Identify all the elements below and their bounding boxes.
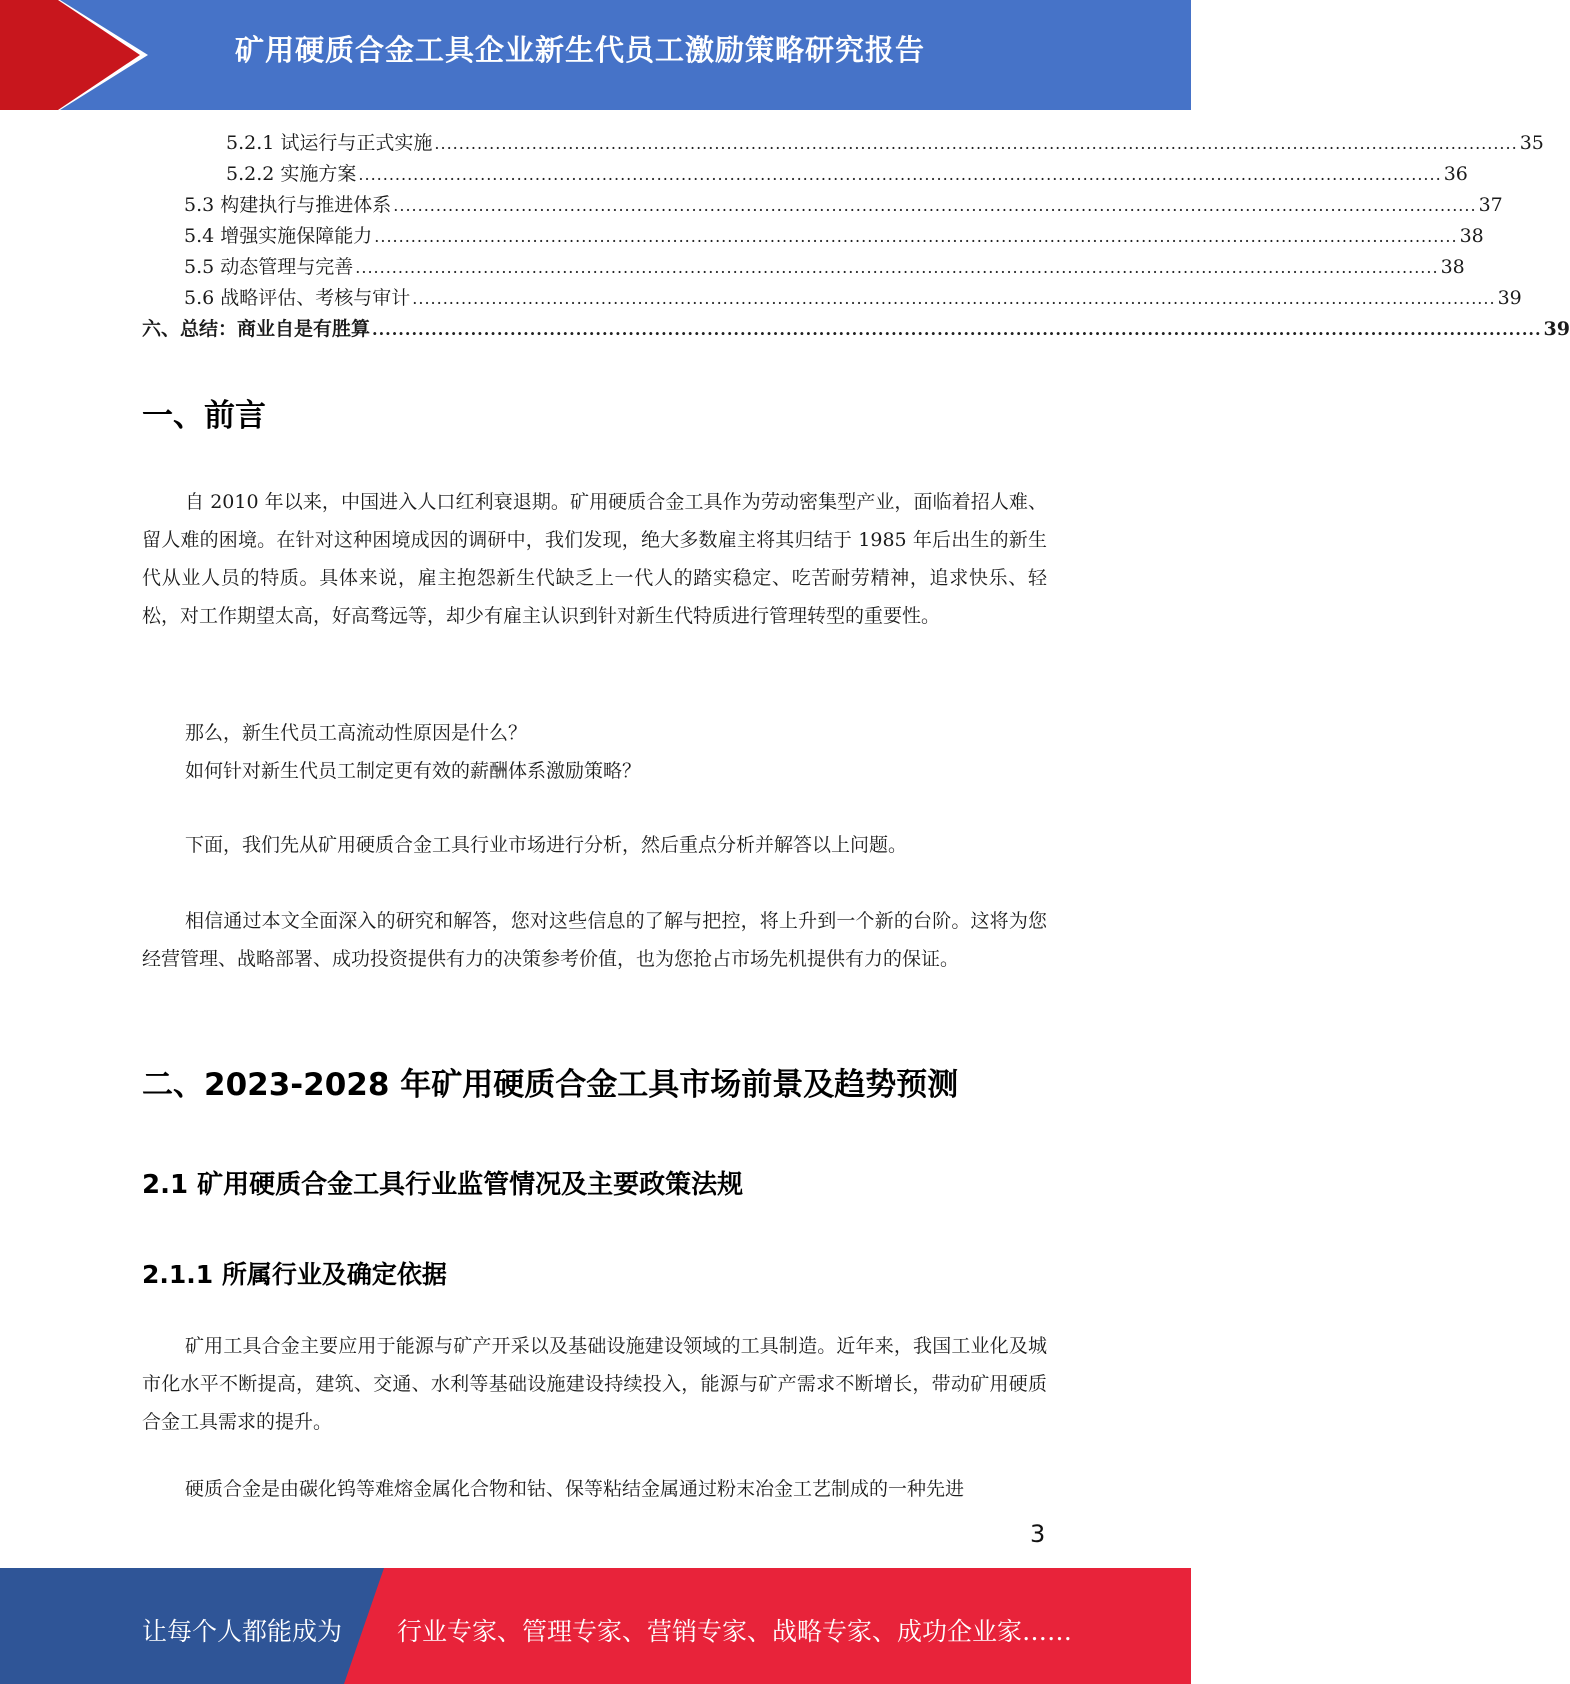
subsubsection-heading: 2.1.1 所属行业及确定依据 xyxy=(142,1260,447,1289)
section-heading: 二、2023-2028 年矿用硬质合金工具市场前景及趋势预测 xyxy=(142,1067,959,1103)
toc-entry-page: 37 xyxy=(1478,194,1503,216)
toc-entry[interactable] xyxy=(142,314,1570,344)
toc-entry-title: 5.4 增强实施保障能力 xyxy=(184,225,373,247)
toc-entry[interactable] xyxy=(184,190,1503,220)
toc-entry-title: 5.6 战略评估、考核与审计 xyxy=(184,287,411,309)
toc-leader-dots: .................................................................................................................................................................................. xyxy=(374,227,1458,246)
question-line: 那么，新生代员工高流动性原因是什么？ xyxy=(185,722,528,744)
toc-entry[interactable] xyxy=(226,128,1544,158)
footer-slogan-right: 行业专家、管理专家、营销专家、战略专家、成功企业家…… xyxy=(397,1617,1073,1646)
toc-entry[interactable] xyxy=(184,221,1484,251)
body-paragraph: 矿用工具合金主要应用于能源与矿产开采以及基础设施建设领域的工具制造。近年来，我国工业化及城市化水平不断提高，建筑、交通、水利等基础设施建设持续投入，能源与矿产需求不断增长，带动矿用硬质合金工具需求的提升。 xyxy=(142,1335,1047,1433)
toc-entry-page: 36 xyxy=(1443,163,1468,185)
toc-entry-page: 39 xyxy=(1497,287,1522,309)
body-paragraph: 下面，我们先从矿用硬质合金工具行业市场进行分析，然后重点分析并解答以上问题。 xyxy=(185,834,908,856)
toc-entry-title: 5.2.1 试运行与正式实施 xyxy=(226,132,433,154)
question-line: 如何针对新生代员工制定更有效的薪酬体系激励策略？ xyxy=(185,760,642,782)
toc-entry-page: 38 xyxy=(1440,256,1465,278)
toc-leader-dots: .................................................................................................................................................................................. xyxy=(393,196,1477,215)
page-footer xyxy=(0,1568,1191,1684)
subsection-heading: 2.1 矿用硬质合金工具行业监管情况及主要政策法规 xyxy=(142,1170,744,1200)
body-paragraph: 相信通过本文全面深入的研究和解答，您对这些信息的了解与把控，将上升到一个新的台阶。这将为您经营管理、战略部署、成功投资提供有力的决策参考价值，也为您抢占市场先机提供有力的保证。 xyxy=(142,910,1047,970)
toc-entry-title: 5.2.2 实施方案 xyxy=(226,163,357,185)
toc-leader-dots: .................................................................................................................................................................................. xyxy=(412,289,1496,308)
toc-entry[interactable] xyxy=(184,283,1522,313)
section-heading: 一、前言 xyxy=(142,398,266,434)
report-title: 矿用硬质合金工具企业新生代员工激励策略研究报告 xyxy=(235,33,926,67)
page-header xyxy=(0,0,1191,110)
toc-entry-page: 35 xyxy=(1519,132,1544,154)
toc-entry-page: 38 xyxy=(1459,225,1484,247)
footer-slogan-left: 让每个人都能成为 xyxy=(142,1617,343,1646)
toc-entry-page: 39 xyxy=(1543,318,1570,340)
toc-leader-dots: .................................................................................................................................................................................. xyxy=(358,165,1442,184)
toc-entry-title: 5.3 构建执行与推进体系 xyxy=(184,194,392,216)
toc-entry[interactable] xyxy=(226,159,1468,189)
toc-entry-title: 5.5 动态管理与完善 xyxy=(184,256,354,278)
toc-leader-dots: .................................................................................................................................................................................. xyxy=(434,134,1518,153)
body-paragraph: 硬质合金是由碳化钨等难熔金属化合物和钴、保等粘结金属通过粉末冶金工艺制成的一种先进 xyxy=(185,1478,965,1500)
body-paragraph: 自 2010 年以来，中国进入人口红利衰退期。矿用硬质合金工具作为劳动密集型产业，面临着招人难、留人难的困境。在针对这种困境成因的调研中，我们发现，绝大多数雇主将其归结于 1985 年后出生的新生代从业人员的特质。具体来说，雇主抱怨新生代缺乏上一代人的踏实稳定、吃苦耐劳精神，追求快乐、轻松，对工作期望太高，好高骛远等，却少有雇主认识到针对新生代特质进行管理转型的重要性。 xyxy=(142,491,1047,627)
page-number: 3 xyxy=(1030,1520,1046,1548)
toc-leader-dots: .................................................................................................................................................................................. xyxy=(355,258,1439,277)
header-chevron-decoration xyxy=(0,0,160,110)
toc-entry-title: 六、总结：商业自是有胜算 xyxy=(142,318,371,340)
toc-entry[interactable] xyxy=(184,252,1465,282)
toc-leader-dots: .................................................................................................................................................................................. xyxy=(372,320,1542,339)
